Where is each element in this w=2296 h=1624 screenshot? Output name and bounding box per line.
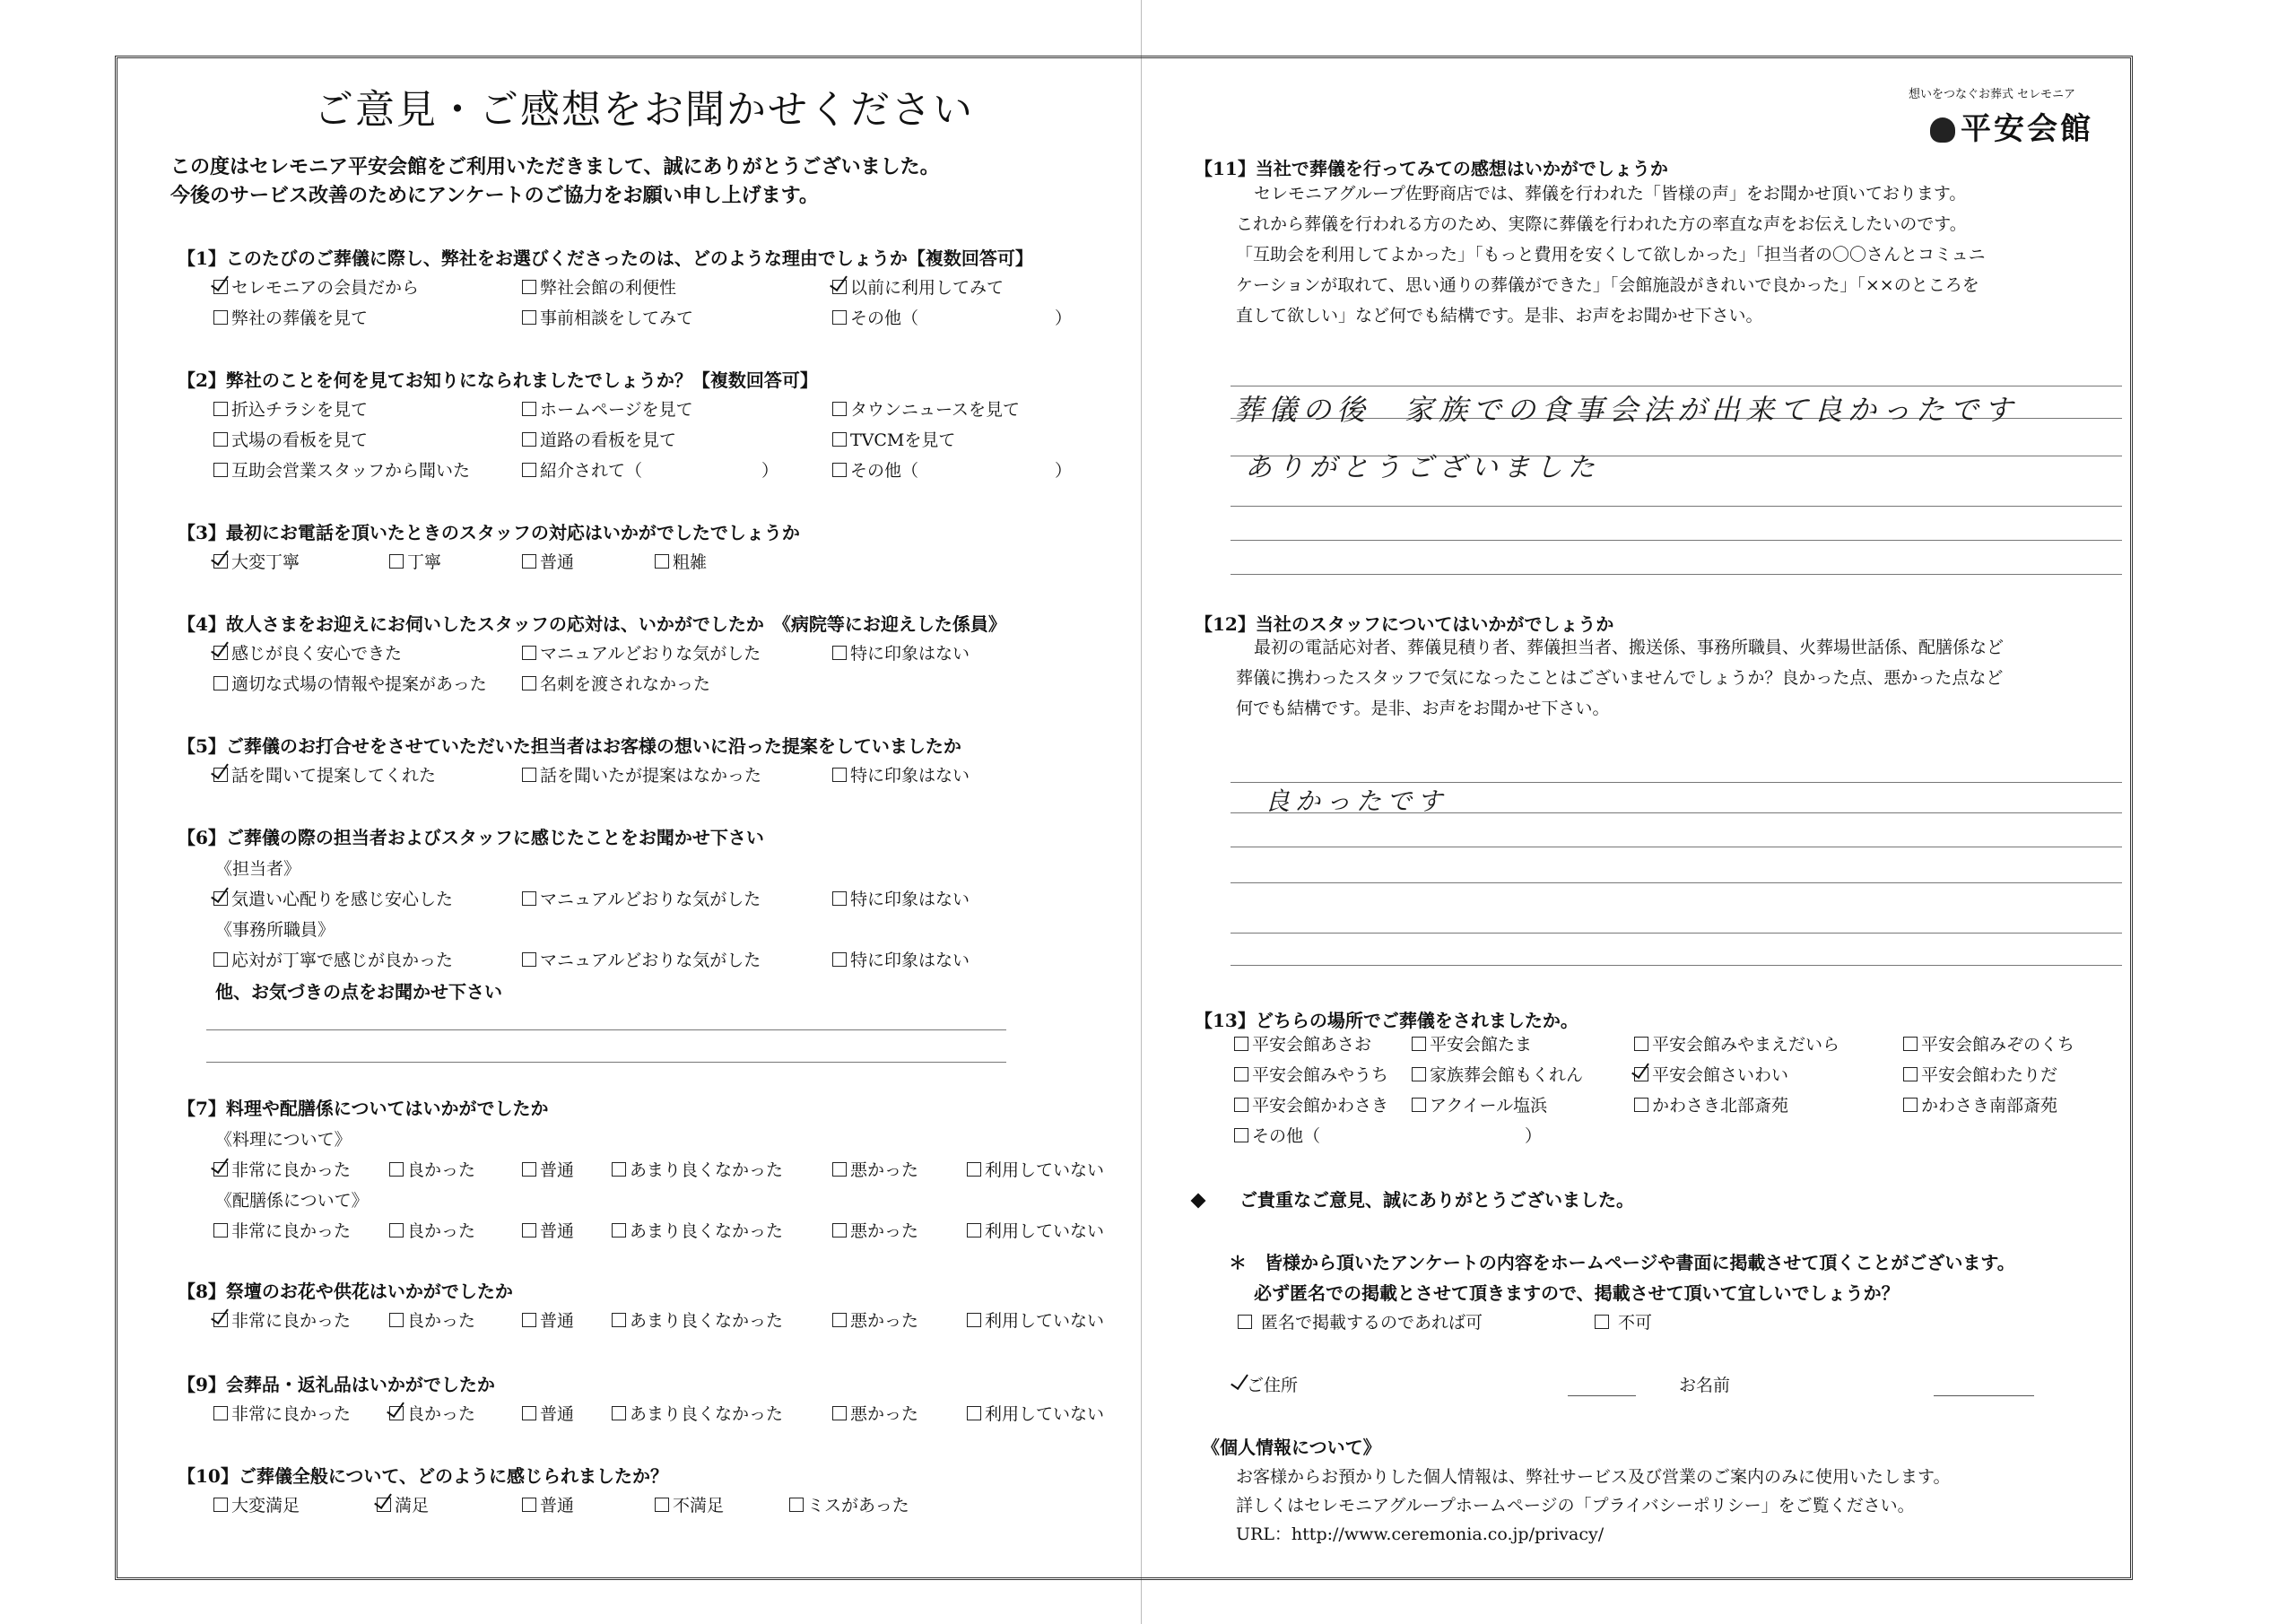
option[interactable] [522, 305, 693, 329]
checkbox[interactable] [832, 280, 847, 294]
option[interactable] [1234, 1031, 1371, 1055]
option[interactable] [655, 549, 707, 573]
option[interactable] [213, 640, 402, 664]
q11-handwritten-answer-2[interactable]: ありがとうございました [1245, 452, 1600, 483]
option-label: その他（ ） [850, 461, 1073, 481]
option[interactable] [389, 1307, 475, 1332]
option-label: 悪かった [850, 1160, 919, 1180]
option-label: 式場の看板を見て [231, 430, 369, 450]
checkbox[interactable] [522, 432, 536, 447]
option[interactable] [213, 457, 470, 482]
option[interactable] [832, 274, 1004, 299]
thanks-text: ご貴重なご意見、誠にありがとうございました。 [1239, 1189, 1634, 1211]
option-label: 良かった [407, 1404, 476, 1424]
option-label: 話を聞いたが提案はなかった [540, 766, 762, 786]
option[interactable] [1234, 1123, 1542, 1147]
checkbox[interactable] [1903, 1067, 1918, 1081]
checkbox[interactable] [1595, 1315, 1609, 1329]
q7-sub-service: 《配膳係について》 [215, 1191, 369, 1211]
checkbox[interactable] [522, 402, 536, 416]
logo-tagline: 想いをつなぐお葬式 セレモニア [1909, 88, 2076, 101]
option-label: 悪かった [850, 1221, 919, 1241]
checkbox[interactable] [832, 1162, 847, 1177]
option-label: ホームページを見て [540, 400, 693, 420]
option-label: 普通 [540, 1496, 575, 1515]
address-label [1234, 1372, 1298, 1396]
checkbox[interactable] [612, 1406, 626, 1420]
option-label: その他（ ） [1252, 1126, 1543, 1146]
option-label: 不満足 [673, 1496, 725, 1515]
option-label: セレモニアの会員だから [231, 278, 420, 298]
option-label: 適切な式場の情報や提案があった [231, 674, 487, 694]
checkbox[interactable] [1234, 1067, 1248, 1081]
q6-sub-office: 《事務所職員》 [215, 920, 335, 940]
question-6: 【6】ご葬儀の際の担当者およびスタッフに感じたことをお聞かせ下さい [178, 827, 764, 848]
checkbox[interactable] [832, 310, 847, 325]
option-label: マニュアルどおりな気がした [540, 644, 761, 664]
option[interactable] [832, 886, 970, 910]
logo [1930, 104, 2093, 148]
name-field-line[interactable] [1934, 1395, 2034, 1396]
option[interactable] [389, 1157, 475, 1181]
option[interactable] [832, 947, 970, 971]
body-line: 直して欲しい」など何でも結構です。是非、お声をお聞かせ下さい。 [1236, 306, 1763, 326]
checkbox[interactable] [522, 554, 536, 569]
option-label: 利用していない [985, 1221, 1105, 1241]
option[interactable] [389, 1401, 475, 1425]
option[interactable] [1412, 1092, 1547, 1116]
option-label: 利用していない [985, 1160, 1105, 1180]
question-3: 【3】最初にお電話を頂いたときのスタッフの対応はいかがでしたでしょうか [178, 522, 800, 543]
name-label: お名前 [1679, 1376, 1731, 1395]
option[interactable] [967, 1307, 1104, 1332]
checkbox[interactable] [213, 646, 228, 660]
option[interactable] [213, 886, 453, 910]
option-label: 応対が丁寧で感じが良かった [231, 951, 454, 970]
consent-no-option[interactable] [1595, 1309, 1652, 1333]
publish-note-2: 必ず匿名での掲載とさせて頂きますので、掲載させて頂いて宜しいでしょうか？ [1254, 1282, 1900, 1304]
checkbox[interactable] [1412, 1098, 1426, 1112]
option[interactable] [832, 762, 970, 786]
q11-handwritten-answer-1[interactable]: 葬儀の後 家族での食事会法が出来て良かったです [1234, 393, 2019, 427]
checkbox[interactable] [213, 554, 228, 569]
question-13: 【13】どちらの場所でご葬儀をされましたか。 [1195, 1010, 1578, 1031]
option-label: 弊社会館の利便性 [540, 278, 677, 298]
checkbox[interactable] [213, 463, 228, 477]
option-label: 満足 [395, 1496, 430, 1515]
option-label: 良かった [407, 1311, 476, 1331]
body-line: 葬儀に携わったスタッフで気になったことはございませんでしょうか？良かった点、悪かった点など [1236, 668, 2004, 688]
checkbox[interactable] [832, 432, 847, 447]
checkbox[interactable] [389, 1162, 404, 1177]
option-label: あまり良くなかった [630, 1404, 784, 1424]
option[interactable] [522, 457, 778, 482]
checkbox[interactable] [832, 768, 847, 782]
option-label: その他（ ） [850, 308, 1073, 328]
option[interactable] [522, 1157, 574, 1181]
checkbox[interactable] [389, 1313, 404, 1327]
option[interactable] [967, 1157, 1104, 1181]
body-line: これから葬儀を行われる方のため、実際に葬儀を行われた方の率直な声をお伝えしたいのです。 [1236, 214, 1967, 234]
q11-line-4 [1231, 506, 2122, 507]
option[interactable] [832, 1401, 918, 1425]
option-label: あまり良くなかった [630, 1311, 784, 1331]
checkbox[interactable] [522, 952, 536, 967]
option-label: 利用していない [985, 1311, 1105, 1331]
checkbox[interactable] [1634, 1067, 1648, 1081]
option-label: マニュアルどおりな気がした [540, 890, 761, 909]
checkbox[interactable] [213, 952, 228, 967]
consent-yes-label: 匿名で掲載するのであれば可 [1261, 1313, 1483, 1333]
option[interactable] [832, 640, 970, 664]
option-label: 平安会館みやうち [1252, 1065, 1389, 1085]
checkbox[interactable] [789, 1498, 804, 1512]
option[interactable] [213, 427, 368, 451]
checkbox[interactable] [612, 1162, 626, 1177]
option-label: 大変満足 [231, 1496, 300, 1515]
option-label: 特に印象はない [850, 890, 970, 909]
body-line: 最初の電話応対者、葬儀見積り者、葬儀担当者、搬送係、事務所職員、火葬場世話係、配膳係など [1254, 638, 2005, 657]
checkbox[interactable] [213, 768, 228, 782]
option[interactable] [213, 1492, 300, 1516]
checkbox[interactable] [213, 1498, 228, 1512]
option[interactable] [1634, 1031, 1839, 1055]
privacy-line-1: お客様からお預かりした個人情報は、弊社サービス及び営業のご案内のみに使用いたします。 [1236, 1467, 1951, 1487]
option[interactable] [1903, 1031, 2074, 1055]
checkbox[interactable] [522, 1498, 536, 1512]
form-title: ご意見・ご感想をお聞かせください [314, 87, 974, 133]
option[interactable] [213, 1401, 351, 1425]
option-label: 非常に良かった [231, 1404, 352, 1424]
option[interactable] [522, 671, 710, 695]
option-label: アクイール塩浜 [1430, 1096, 1548, 1116]
body-line: セレモニアグループ佐野商店では、葬儀を行われた「皆様の声」をお聞かせ頂いております。 [1254, 184, 1967, 204]
option-label: あまり良くなかった [630, 1221, 784, 1241]
check-mark-icon [1234, 1379, 1243, 1392]
option-label: 家族葬会館もくれん [1430, 1065, 1584, 1085]
option[interactable] [213, 1157, 351, 1181]
option[interactable] [1412, 1031, 1532, 1055]
option-label: 非常に良かった [231, 1160, 352, 1180]
option[interactable] [1234, 1062, 1388, 1086]
option-label: 粗雑 [673, 552, 708, 572]
checkbox[interactable] [213, 1406, 228, 1420]
option[interactable] [522, 427, 676, 451]
option[interactable] [832, 305, 1072, 329]
diamond-bullet-icon [1191, 1194, 1206, 1209]
option-label: 良かった [407, 1221, 476, 1241]
option-label: TVCMを見て [850, 430, 956, 450]
option-label: 事前相談をしてみて [540, 308, 694, 328]
checkbox[interactable] [655, 554, 669, 569]
option[interactable] [1903, 1092, 2057, 1116]
option-label: 平安会館たま [1430, 1035, 1533, 1055]
checkbox[interactable] [832, 952, 847, 967]
option-label: あまり良くなかった [630, 1160, 784, 1180]
q6-other-prompt: 他、お気づきの点をお聞かせ下さい [215, 981, 502, 1003]
option-label: マニュアルどおりな気がした [540, 951, 761, 970]
option-label: 話を聞いて提案してくれた [231, 766, 437, 786]
checkbox[interactable] [832, 1223, 847, 1238]
question-4: 【4】故人さまをお迎えにお伺いしたスタッフの応対は、いかがでしたか 《病院等にお迎えした係員》 [178, 613, 1006, 635]
privacy-line-2: 詳しくはセレモニアグループホームページの「プライバシーポリシー」をご覧ください。 [1236, 1496, 1915, 1515]
question-1: 【1】このたびのご葬儀に際し、弊社をお選びくださったのは、どのような理由でしょうか【複数回答可】 [178, 248, 1033, 269]
option[interactable] [213, 549, 300, 573]
question-5: 【5】ご葬儀のお打合せをさせていただいた担当者はお客様の想いに沿った提案をしていましたか [178, 735, 961, 757]
option[interactable] [213, 305, 368, 329]
intro-line-1: この度はセレモニア平安会館をご利用いただきまして、誠にありがとうございました。 [170, 155, 940, 178]
checkbox[interactable] [1238, 1315, 1252, 1329]
checkbox[interactable] [522, 1162, 536, 1177]
option[interactable] [213, 1218, 351, 1242]
option[interactable] [522, 274, 676, 299]
option[interactable] [832, 396, 1020, 421]
checkbox[interactable] [522, 676, 536, 690]
checkbox[interactable] [213, 676, 228, 690]
checkbox[interactable] [213, 1162, 228, 1177]
option-label: 普通 [540, 552, 575, 572]
q6-sub-staff: 《担当者》 [215, 859, 301, 879]
option[interactable] [1903, 1062, 2057, 1086]
checkbox[interactable] [832, 646, 847, 660]
checkbox[interactable] [967, 1223, 981, 1238]
logo-text: 平安会館 [1961, 111, 2093, 147]
q11-line-6 [1231, 574, 2122, 575]
question-10: 【10】ご葬儀全般について、どのように感じられましたか？ [178, 1465, 669, 1487]
option-label: 互助会営業スタッフから聞いた [231, 461, 471, 481]
option-label: 普通 [540, 1160, 575, 1180]
checkbox[interactable] [832, 891, 847, 906]
checkbox[interactable] [213, 402, 228, 416]
option[interactable] [832, 1307, 918, 1332]
publish-note-1: ＊ 皆様から頂いたアンケートの内容をホームページや書面に掲載させて頂くことがございます。 [1229, 1252, 2015, 1273]
checkbox[interactable] [522, 768, 536, 782]
option[interactable] [377, 1492, 429, 1516]
option-label: 平安会館かわさき [1252, 1096, 1389, 1116]
checkbox[interactable] [213, 432, 228, 447]
option-label: 名刺を渡されなかった [540, 674, 711, 694]
option[interactable] [832, 1218, 918, 1242]
option-label: 良かった [407, 1160, 476, 1180]
option[interactable] [522, 947, 761, 971]
q12-handwritten-answer[interactable]: 良かったです [1265, 786, 1448, 816]
thanks-line [1193, 1185, 1634, 1211]
option[interactable] [522, 396, 693, 421]
option-label: タウンニュースを見て [850, 400, 1021, 420]
option[interactable] [522, 762, 761, 786]
checkbox[interactable] [832, 402, 847, 416]
option[interactable] [522, 1307, 574, 1332]
option[interactable] [789, 1492, 909, 1516]
option-label: 平安会館あさお [1252, 1035, 1372, 1055]
option-label: 平安会館さいわい [1652, 1065, 1789, 1085]
option-label: ミスがあった [807, 1496, 909, 1515]
body-line: 何でも結構です。是非、お声をお聞かせ下さい。 [1236, 699, 1610, 718]
option-label: 普通 [540, 1404, 575, 1424]
checkbox[interactable] [522, 646, 536, 660]
privacy-url: URL：http://www.ceremonia.co.jp/privacy/ [1236, 1524, 1605, 1544]
option[interactable] [213, 947, 453, 971]
option[interactable] [1634, 1092, 1788, 1116]
option[interactable] [213, 274, 419, 299]
checkbox[interactable] [967, 1406, 981, 1420]
option[interactable] [213, 396, 368, 421]
checkbox[interactable] [1234, 1128, 1248, 1142]
body-line: ケーションが取れて、思い通りの葬儀ができた」「会館施設がきれいで良かった」「××のところを [1236, 275, 1979, 295]
checkbox[interactable] [389, 1406, 404, 1420]
checkbox[interactable] [213, 1313, 228, 1327]
option-label: かわさき北部斎苑 [1652, 1096, 1789, 1116]
option[interactable] [522, 1492, 574, 1516]
option[interactable] [213, 1307, 351, 1332]
q7-sub-food: 《料理について》 [215, 1130, 352, 1150]
option-label: 以前に利用してみて [850, 278, 1004, 298]
checkbox[interactable] [1903, 1037, 1918, 1051]
option-label: かわさき南部斎苑 [1921, 1096, 2058, 1116]
option-label: 道路の看板を見て [540, 430, 677, 450]
option[interactable] [213, 762, 436, 786]
option[interactable] [1634, 1062, 1788, 1086]
question-12: 【12】当社のスタッフについてはいかがでしょうか [1195, 613, 1614, 635]
checkbox[interactable] [1634, 1037, 1648, 1051]
option-label: 紹介されて（ ） [540, 461, 779, 481]
option-label: 感じが良く安心できた [231, 644, 403, 664]
option[interactable] [522, 549, 574, 573]
checkbox[interactable] [213, 1223, 228, 1238]
checkbox[interactable] [1412, 1067, 1426, 1081]
checkbox[interactable] [832, 1313, 847, 1327]
option[interactable] [832, 427, 955, 451]
option[interactable] [655, 1492, 724, 1516]
option[interactable] [522, 1218, 574, 1242]
consent-no-label: 不可 [1618, 1313, 1653, 1333]
address-label-text: ご住所 [1247, 1376, 1299, 1395]
address-field-line[interactable] [1568, 1395, 1636, 1396]
checkbox[interactable] [522, 310, 536, 325]
q12-line-6 [1231, 965, 2122, 966]
checkbox[interactable] [1234, 1098, 1248, 1112]
consent-yes-option[interactable] [1238, 1309, 1483, 1333]
checkbox[interactable] [655, 1498, 669, 1512]
checkbox[interactable] [832, 463, 847, 477]
q6-answer-line-1[interactable] [206, 1029, 1006, 1030]
option[interactable] [967, 1401, 1104, 1425]
option[interactable] [612, 1218, 783, 1242]
checkbox[interactable] [522, 280, 536, 294]
option[interactable] [832, 1157, 918, 1181]
option[interactable] [522, 640, 761, 664]
option[interactable] [1234, 1092, 1388, 1116]
option[interactable] [522, 886, 761, 910]
option[interactable] [389, 1218, 475, 1242]
option-label: 折込チラシを見て [231, 400, 369, 420]
checkbox[interactable] [612, 1313, 626, 1327]
option-label: 平安会館わたりだ [1921, 1065, 2058, 1085]
checkbox[interactable] [389, 1223, 404, 1238]
checkbox[interactable] [213, 310, 228, 325]
option[interactable] [832, 457, 1072, 482]
question-7: 【7】料理や配膳係についてはいかがでしたか [178, 1098, 549, 1119]
option-label: 悪かった [850, 1404, 919, 1424]
checkbox[interactable] [522, 463, 536, 477]
question-2: 【2】弊社のことを何を見てお知りになられましたでしょうか？【複数回答可】 [178, 369, 818, 391]
option-label: 非常に良かった [231, 1311, 352, 1331]
checkbox[interactable] [1903, 1098, 1918, 1112]
option[interactable] [967, 1218, 1104, 1242]
question-11: 【11】当社で葬儀を行ってみての感想はいかがでしょうか [1195, 158, 1668, 179]
option-label: 悪かった [850, 1311, 919, 1331]
option-label: 特に印象はない [850, 951, 970, 970]
intro-line-2: 今後のサービス改善のためにアンケートのご協力をお願い申し上げます。 [170, 184, 819, 207]
checkbox[interactable] [967, 1313, 981, 1327]
q6-answer-line-2[interactable] [206, 1062, 1006, 1063]
checkbox[interactable] [213, 891, 228, 906]
checkbox[interactable] [1234, 1037, 1248, 1051]
checkbox[interactable] [1634, 1098, 1648, 1112]
logo-mark-icon [1930, 117, 1955, 143]
option[interactable] [213, 671, 487, 695]
checkbox[interactable] [213, 280, 228, 294]
checkbox[interactable] [522, 891, 536, 906]
option-label: 気遣い心配りを感じ安心した [231, 890, 454, 909]
checkbox[interactable] [522, 1406, 536, 1420]
option-label: 普通 [540, 1311, 575, 1331]
question-9: 【9】会葬品・返礼品はいかがでしたか [178, 1374, 495, 1395]
checkbox[interactable] [1412, 1037, 1426, 1051]
option-label: 平安会館みやまえだいら [1652, 1035, 1840, 1055]
option[interactable] [522, 1401, 574, 1425]
option-label: 特に印象はない [850, 644, 970, 664]
checkbox[interactable] [832, 1406, 847, 1420]
q11-line-5 [1231, 540, 2122, 541]
option-label: 利用していない [985, 1404, 1105, 1424]
option-label: 丁寧 [407, 552, 442, 572]
checkbox[interactable] [612, 1223, 626, 1238]
option-label: 普通 [540, 1221, 575, 1241]
q12-line-5 [1231, 933, 2122, 934]
option-label: 大変丁寧 [231, 552, 300, 572]
option-label: 弊社の葬儀を見て [231, 308, 369, 328]
q12-line-4 [1231, 882, 2122, 883]
option-label: 特に印象はない [850, 766, 970, 786]
option[interactable] [612, 1307, 783, 1332]
option[interactable] [1412, 1062, 1583, 1086]
option-label: 平安会館みぞのくち [1921, 1035, 2075, 1055]
checkbox[interactable] [967, 1162, 981, 1177]
option-label: 非常に良かった [231, 1221, 352, 1241]
checkbox[interactable] [389, 554, 404, 569]
privacy-title: 《個人情報について》 [1202, 1437, 1381, 1458]
checkbox[interactable] [522, 1223, 536, 1238]
checkbox[interactable] [522, 1313, 536, 1327]
option[interactable] [389, 549, 441, 573]
option[interactable] [612, 1401, 783, 1425]
checkbox[interactable] [377, 1498, 391, 1512]
body-line: 「互助会を利用してよかった」「もっと費用を安くして欲しかった」「担当者の〇〇さんとコミュニ [1236, 245, 1986, 265]
option[interactable] [612, 1157, 783, 1181]
question-8: 【8】祭壇のお花や供花はいかがでしたか [178, 1281, 513, 1302]
